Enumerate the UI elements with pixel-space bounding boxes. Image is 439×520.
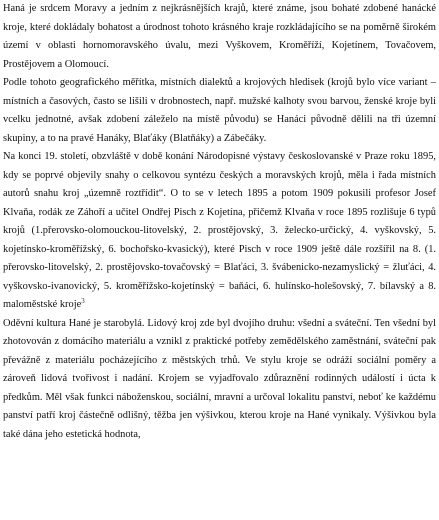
- paragraph-intro: Haná je srdcem Moravy a jedním z nejkrásnějších krajů, které známe, jsou bohaté zdobené hanácké kroje, které dokládaly bohatost a úrodnost tohoto krásného kraje rozkládajícího se na poměrně širokém území v oblasti hornomoravského úvalu, mezi Vyškovem, Kroměříží, Kojetínem, Tovačovem, Prostějovem a Olomoucí.: [3, 3, 436, 70]
- footnote-marker: 3: [81, 296, 85, 305]
- document-body: [3, 0, 436, 444]
- paragraph-geography: Podle tohoto geografického měřítka, místních dialektů a krojových hledisek (krojů bylo více variant – místních a časových, často se lišili v drobnostech, např. mužské kalhoty svou barvou, ženské kroje byli vcelku jednotné, avšak zdobení záleželo na místě původu) se Hanáci původně dělili na tři územní skupiny, a to na pravé Hanáky, Blaťáky (Blatňáky) a Zábečáky.: [3, 77, 436, 144]
- paragraph-costume: Oděvní kultura Hané je starobylá. Lidový kroj zde byl dvojího druhu: všední a sváteční. Ten všední byl zhotovován z domácího materiálu a vznikl z praktické potřeby zemědělského zaměstnání, sváteční pak převážně z materiálu pocházejícího z městských trhů. Ve stylu kroje se odráží sociální poměry a zároveň lidová tvořivost i nadání. Krojem se vyjadřovalo zdůraznění rodinných událostí i úcta k předkům. Měl však funkci náboženskou, sociální, mravní a určoval lokalitu panství, neboť ke každému panství patří kroj částečně odlišný, těžba jen výšivkou, kterou kroje na Hané vynikaly. Výšivkou byla také dána jeho estetická hodnota,: [3, 317, 436, 440]
- paragraph-history: [3, 148, 436, 315]
- paragraph-history-text: Na konci 19. století, obzvláště v době konání Národopisné výstavy českoslovanské v Praze roku 1895, kdy se poprvé objevily snahy o celkovou syntézu českých a moravských krojů, měla i řada místních autorů snahu kroj „územně roztřídit“. O to se v letech 1895 a potom 1909 pokusili profesor Josef Klvaňa, rodák ze Záhoří a učitel Ondřej Pisch z Kojetína, přičemž Klvaňa v roce 1895 rozlišuje 6 typů krojů (1.přerovsko-olomouckou-litovelský, 2. prostějovský, 3. želecko-určický, 4. vyškovský, 5. kojetínsko-kroměřížský, 6. bochořsko-kvasický), které Pisch v roce 1909 ještě dále rozšířil na 8. (1. přerovsko-litovelský, 2. prostějovsko-tovačovský = Blaťáci, 3. švábenicko-nezamyslický = žluťáci, 4. vyškovsko-ivanovický, 5. kroměřížsko-kojetínský = baňáci, 6. hulínsko-holešovský, 7. bílavský a 8. maloměstské kroje: [3, 151, 436, 310]
